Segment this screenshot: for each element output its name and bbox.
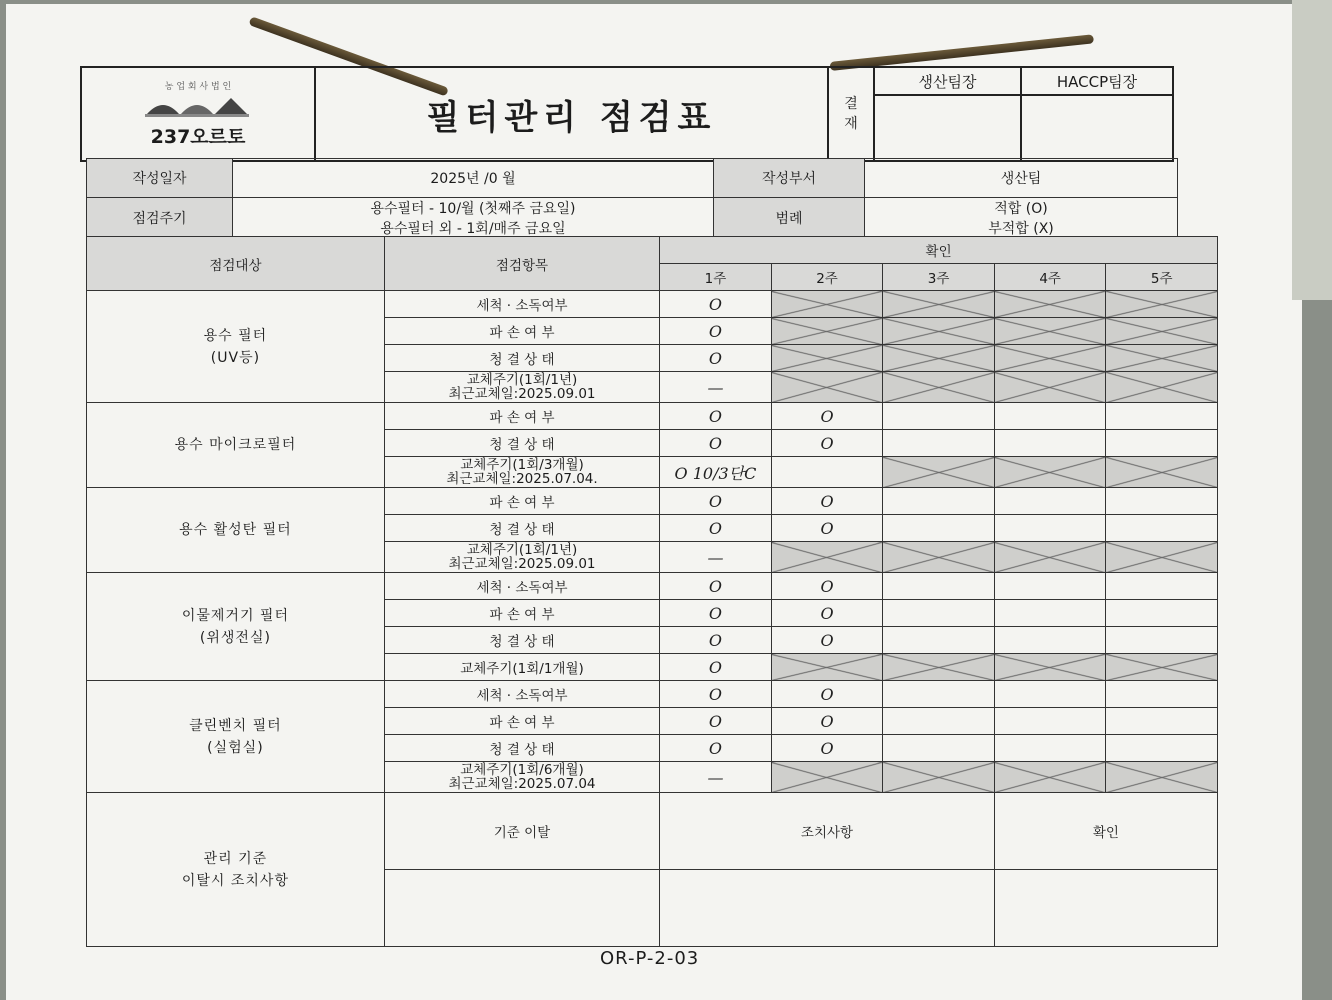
check-mark: O bbox=[708, 518, 723, 538]
cycle-line: 용수필터 외 - 1회/매주 금요일 bbox=[380, 221, 566, 237]
footer-label-line: 관리 기준 bbox=[203, 850, 268, 867]
item-line: 청 결 상 태 bbox=[489, 522, 555, 538]
item-line: 청 결 상 태 bbox=[489, 634, 555, 650]
week-check-cell[interactable] bbox=[660, 488, 772, 515]
target-line: 이물제거기 필터 bbox=[181, 607, 289, 624]
week-check-cell[interactable] bbox=[660, 345, 772, 372]
week-check-cell[interactable] bbox=[771, 627, 883, 654]
target-line: 용수 마이크로필터 bbox=[174, 437, 297, 453]
week-check-cell[interactable] bbox=[771, 573, 883, 600]
header-table bbox=[80, 66, 1174, 162]
week-check-cell[interactable] bbox=[1106, 735, 1218, 762]
item-cell bbox=[384, 403, 659, 430]
week-check-cell[interactable] bbox=[660, 318, 772, 345]
check-mark: O bbox=[708, 576, 723, 596]
week-check-cell[interactable] bbox=[883, 735, 995, 762]
week-check-cell[interactable] bbox=[883, 762, 995, 793]
check-mark: O 10/3단C bbox=[674, 463, 757, 483]
week-check-cell[interactable] bbox=[883, 488, 995, 515]
week-header: 3주 bbox=[883, 264, 995, 291]
col-check-header: 확인 bbox=[660, 237, 1218, 264]
check-mark: O bbox=[820, 630, 834, 650]
item-cell bbox=[384, 735, 659, 762]
week-check-cell[interactable] bbox=[660, 654, 772, 681]
logo-waves-icon bbox=[143, 94, 253, 120]
item-cell bbox=[384, 654, 659, 681]
check-mark: O bbox=[820, 738, 834, 758]
item-cell bbox=[384, 457, 659, 488]
check-mark: O bbox=[708, 491, 723, 511]
org-name: 237오르토 bbox=[150, 126, 246, 148]
week-check-cell[interactable] bbox=[1106, 291, 1218, 318]
week-check-cell[interactable] bbox=[994, 430, 1106, 457]
week-check-cell[interactable] bbox=[771, 372, 883, 403]
week-check-cell[interactable] bbox=[1106, 488, 1218, 515]
week-check-cell[interactable] bbox=[771, 488, 883, 515]
item-line: 파 손 여 부 bbox=[489, 607, 555, 623]
target-line: 용수 활성탄 필터 bbox=[179, 522, 292, 538]
week-check-cell[interactable] bbox=[771, 654, 883, 681]
item-line: 세척 · 소독여부 bbox=[476, 580, 568, 596]
sign-box-haccp bbox=[1021, 95, 1173, 161]
week-check-cell[interactable] bbox=[1106, 681, 1218, 708]
item-cell bbox=[384, 708, 659, 735]
week-check-cell[interactable] bbox=[883, 515, 995, 542]
week-check-cell[interactable] bbox=[771, 600, 883, 627]
item-cell bbox=[384, 762, 659, 793]
week-check-cell[interactable] bbox=[994, 681, 1106, 708]
week-check-cell[interactable] bbox=[660, 403, 772, 430]
week-check-cell[interactable] bbox=[660, 457, 772, 488]
item-line: 교체주기(1회/1개월) bbox=[460, 661, 584, 677]
week-check-cell[interactable] bbox=[1106, 600, 1218, 627]
date-value: 2025년 /0 월 bbox=[233, 159, 714, 198]
sign-box-production bbox=[874, 95, 1021, 161]
check-mark: O bbox=[820, 576, 834, 596]
week-check-cell[interactable] bbox=[994, 345, 1106, 372]
item-line: 청 결 상 태 bbox=[489, 437, 555, 453]
week-check-cell[interactable] bbox=[883, 430, 995, 457]
week-check-cell[interactable] bbox=[994, 627, 1106, 654]
inspection-table bbox=[86, 236, 1218, 947]
week-check-cell[interactable] bbox=[1106, 318, 1218, 345]
date-label: 작성일자 bbox=[87, 159, 233, 198]
item-line: 청 결 상 태 bbox=[489, 742, 555, 758]
check-mark: O bbox=[708, 711, 723, 731]
check-mark: O bbox=[820, 406, 834, 426]
footer-label-line: 이탈시 조치사항 bbox=[181, 872, 289, 889]
item-cell bbox=[384, 291, 659, 318]
item-cell bbox=[384, 345, 659, 372]
item-line: 최근교체일:2025.07.04. bbox=[446, 471, 598, 487]
target-cell bbox=[87, 403, 385, 488]
item-cell bbox=[384, 372, 659, 403]
action-cell bbox=[660, 870, 995, 947]
item-line: 교체주기(1회/1년) bbox=[466, 372, 578, 388]
week-check-cell[interactable] bbox=[1106, 345, 1218, 372]
item-line: 교체주기(1회/3개월) bbox=[460, 457, 584, 473]
item-line: 교체주기(1회/6개월) bbox=[460, 762, 584, 778]
item-cell bbox=[384, 681, 659, 708]
week-check-cell[interactable] bbox=[1106, 372, 1218, 403]
week-check-cell[interactable] bbox=[660, 542, 772, 573]
item-line: 청 결 상 태 bbox=[489, 352, 555, 368]
check-mark: O bbox=[820, 491, 834, 511]
week-check-cell[interactable] bbox=[994, 372, 1106, 403]
org-small-text: 농 업 회 사 법 인 bbox=[164, 82, 232, 92]
week-check-cell[interactable] bbox=[883, 681, 995, 708]
check-mark: O bbox=[820, 518, 834, 538]
check-mark: — bbox=[707, 547, 724, 567]
item-cell bbox=[384, 542, 659, 573]
week-check-cell[interactable] bbox=[883, 708, 995, 735]
document-code: OR-P-2-03 bbox=[600, 948, 700, 969]
week-check-cell[interactable] bbox=[883, 573, 995, 600]
item-line: 세척 · 소독여부 bbox=[476, 298, 568, 314]
week-check-cell[interactable] bbox=[994, 600, 1106, 627]
table-row bbox=[87, 573, 1218, 600]
sign-role-haccp: HACCP팀장 bbox=[1021, 67, 1173, 95]
deviation-cell bbox=[384, 870, 659, 947]
target-cell bbox=[87, 291, 385, 403]
week-check-cell[interactable] bbox=[994, 515, 1106, 542]
table-row bbox=[87, 681, 1218, 708]
week-check-cell[interactable] bbox=[994, 708, 1106, 735]
check-mark: O bbox=[708, 684, 723, 704]
week-check-cell[interactable] bbox=[1106, 708, 1218, 735]
item-line: 교체주기(1회/1년) bbox=[466, 542, 578, 558]
check-mark: O bbox=[708, 321, 723, 341]
approval-label: 결 재 bbox=[828, 67, 874, 161]
check-mark: — bbox=[707, 377, 724, 397]
week-check-cell[interactable] bbox=[994, 762, 1106, 793]
target-line: 클린벤치 필터 bbox=[189, 717, 282, 734]
week-check-cell[interactable] bbox=[1106, 627, 1218, 654]
table-row bbox=[87, 488, 1218, 515]
sign-role-production: 생산팀장 bbox=[874, 67, 1021, 95]
legend-line: 적합 (O) bbox=[994, 201, 1048, 217]
action-header: 조치사항 bbox=[660, 793, 995, 870]
target-cell bbox=[87, 681, 385, 793]
target-line: (UV등) bbox=[210, 349, 261, 366]
week-check-cell[interactable] bbox=[660, 708, 772, 735]
folder-edge bbox=[1292, 0, 1332, 300]
company-logo bbox=[81, 67, 315, 161]
item-cell bbox=[384, 573, 659, 600]
week-check-cell[interactable] bbox=[660, 372, 772, 403]
confirm-header: 확인 bbox=[994, 793, 1217, 870]
week-check-cell[interactable] bbox=[1106, 457, 1218, 488]
week-check-cell[interactable] bbox=[660, 762, 772, 793]
week-check-cell[interactable] bbox=[1106, 542, 1218, 573]
legend-label: 범례 bbox=[714, 198, 865, 239]
col-target-header: 점검대상 bbox=[87, 237, 385, 291]
week-check-cell[interactable] bbox=[660, 515, 772, 542]
item-line: 파 손 여 부 bbox=[489, 325, 555, 341]
week-header: 5주 bbox=[1106, 264, 1218, 291]
target-line: (실험실) bbox=[207, 739, 264, 756]
week-check-cell[interactable] bbox=[660, 430, 772, 457]
cycle-line: 용수필터 - 10/월 (첫째주 금요일) bbox=[370, 201, 576, 217]
check-mark: O bbox=[708, 657, 723, 677]
week-check-cell[interactable] bbox=[994, 291, 1106, 318]
check-mark: O bbox=[708, 630, 723, 650]
dept-label: 작성부서 bbox=[714, 159, 865, 198]
week-check-cell[interactable] bbox=[771, 708, 883, 735]
week-check-cell[interactable] bbox=[883, 600, 995, 627]
week-check-cell[interactable] bbox=[660, 735, 772, 762]
week-check-cell[interactable] bbox=[994, 403, 1106, 430]
confirm-cell bbox=[994, 870, 1217, 947]
week-check-cell[interactable] bbox=[1106, 762, 1218, 793]
item-cell bbox=[384, 488, 659, 515]
item-line: 세척 · 소독여부 bbox=[476, 688, 568, 704]
week-check-cell[interactable] bbox=[660, 681, 772, 708]
week-check-cell[interactable] bbox=[660, 600, 772, 627]
week-header: 2주 bbox=[771, 264, 883, 291]
week-check-cell[interactable] bbox=[994, 318, 1106, 345]
week-check-cell[interactable] bbox=[994, 654, 1106, 681]
week-header: 4주 bbox=[994, 264, 1106, 291]
item-cell bbox=[384, 430, 659, 457]
cycle-label: 점검주기 bbox=[87, 198, 233, 239]
check-mark: O bbox=[820, 684, 834, 704]
week-check-cell[interactable] bbox=[883, 403, 995, 430]
week-check-cell[interactable] bbox=[1106, 654, 1218, 681]
check-mark: O bbox=[820, 603, 834, 623]
item-cell bbox=[384, 627, 659, 654]
week-check-cell[interactable] bbox=[1106, 430, 1218, 457]
target-cell bbox=[87, 488, 385, 573]
deviation-header: 기준 이탈 bbox=[384, 793, 659, 870]
item-line: 최근교체일:2025.09.01 bbox=[448, 556, 596, 572]
item-line: 파 손 여 부 bbox=[489, 715, 555, 731]
week-check-cell[interactable] bbox=[883, 542, 995, 573]
week-check-cell[interactable] bbox=[771, 457, 883, 488]
week-check-cell[interactable] bbox=[771, 345, 883, 372]
week-check-cell[interactable] bbox=[771, 403, 883, 430]
week-check-cell[interactable] bbox=[660, 573, 772, 600]
week-check-cell[interactable] bbox=[883, 627, 995, 654]
week-check-cell[interactable] bbox=[771, 735, 883, 762]
week-check-cell[interactable] bbox=[771, 681, 883, 708]
week-check-cell[interactable] bbox=[994, 488, 1106, 515]
week-check-cell[interactable] bbox=[771, 762, 883, 793]
target-line: 용수 필터 bbox=[203, 327, 268, 344]
week-check-cell[interactable] bbox=[994, 457, 1106, 488]
legend-value bbox=[865, 198, 1178, 239]
check-mark: O bbox=[708, 348, 723, 368]
week-check-cell[interactable] bbox=[771, 318, 883, 345]
item-line: 파 손 여 부 bbox=[489, 495, 555, 511]
check-mark: O bbox=[708, 406, 723, 426]
target-line: (위생전실) bbox=[199, 629, 271, 646]
check-mark: O bbox=[820, 433, 834, 453]
week-check-cell[interactable] bbox=[771, 515, 883, 542]
week-check-cell[interactable] bbox=[771, 430, 883, 457]
check-mark: O bbox=[708, 433, 723, 453]
item-line: 파 손 여 부 bbox=[489, 410, 555, 426]
week-check-cell[interactable] bbox=[1106, 403, 1218, 430]
item-cell bbox=[384, 515, 659, 542]
footer-label bbox=[87, 793, 385, 947]
week-check-cell[interactable] bbox=[994, 542, 1106, 573]
week-check-cell[interactable] bbox=[883, 291, 995, 318]
table-row bbox=[87, 291, 1218, 318]
week-check-cell[interactable] bbox=[883, 457, 995, 488]
table-row bbox=[87, 403, 1218, 430]
week-check-cell[interactable] bbox=[660, 291, 772, 318]
week-check-cell[interactable] bbox=[1106, 515, 1218, 542]
check-mark: O bbox=[708, 603, 723, 623]
info-table bbox=[86, 158, 1178, 239]
week-check-cell[interactable] bbox=[994, 735, 1106, 762]
week-check-cell[interactable] bbox=[771, 291, 883, 318]
week-check-cell[interactable] bbox=[883, 654, 995, 681]
check-mark: O bbox=[820, 711, 834, 731]
legend-line: 부적합 (X) bbox=[988, 221, 1054, 237]
week-check-cell[interactable] bbox=[883, 318, 995, 345]
item-cell bbox=[384, 600, 659, 627]
dept-value: 생산팀 bbox=[865, 159, 1178, 198]
week-check-cell[interactable] bbox=[883, 372, 995, 403]
document-title: 필터관리 점검표 bbox=[315, 67, 828, 161]
week-header: 1주 bbox=[660, 264, 772, 291]
item-line: 최근교체일:2025.09.01 bbox=[448, 386, 596, 402]
week-check-cell[interactable] bbox=[1106, 573, 1218, 600]
check-mark: O bbox=[708, 294, 723, 314]
week-check-cell[interactable] bbox=[883, 345, 995, 372]
check-mark: — bbox=[707, 767, 724, 787]
week-check-cell[interactable] bbox=[994, 573, 1106, 600]
cycle-value bbox=[233, 198, 714, 239]
target-cell bbox=[87, 573, 385, 681]
col-item-header: 점검항목 bbox=[384, 237, 659, 291]
check-mark: O bbox=[708, 738, 723, 758]
item-cell bbox=[384, 318, 659, 345]
week-check-cell[interactable] bbox=[660, 627, 772, 654]
item-line: 최근교체일:2025.07.04 bbox=[448, 776, 596, 792]
week-check-cell[interactable] bbox=[771, 542, 883, 573]
